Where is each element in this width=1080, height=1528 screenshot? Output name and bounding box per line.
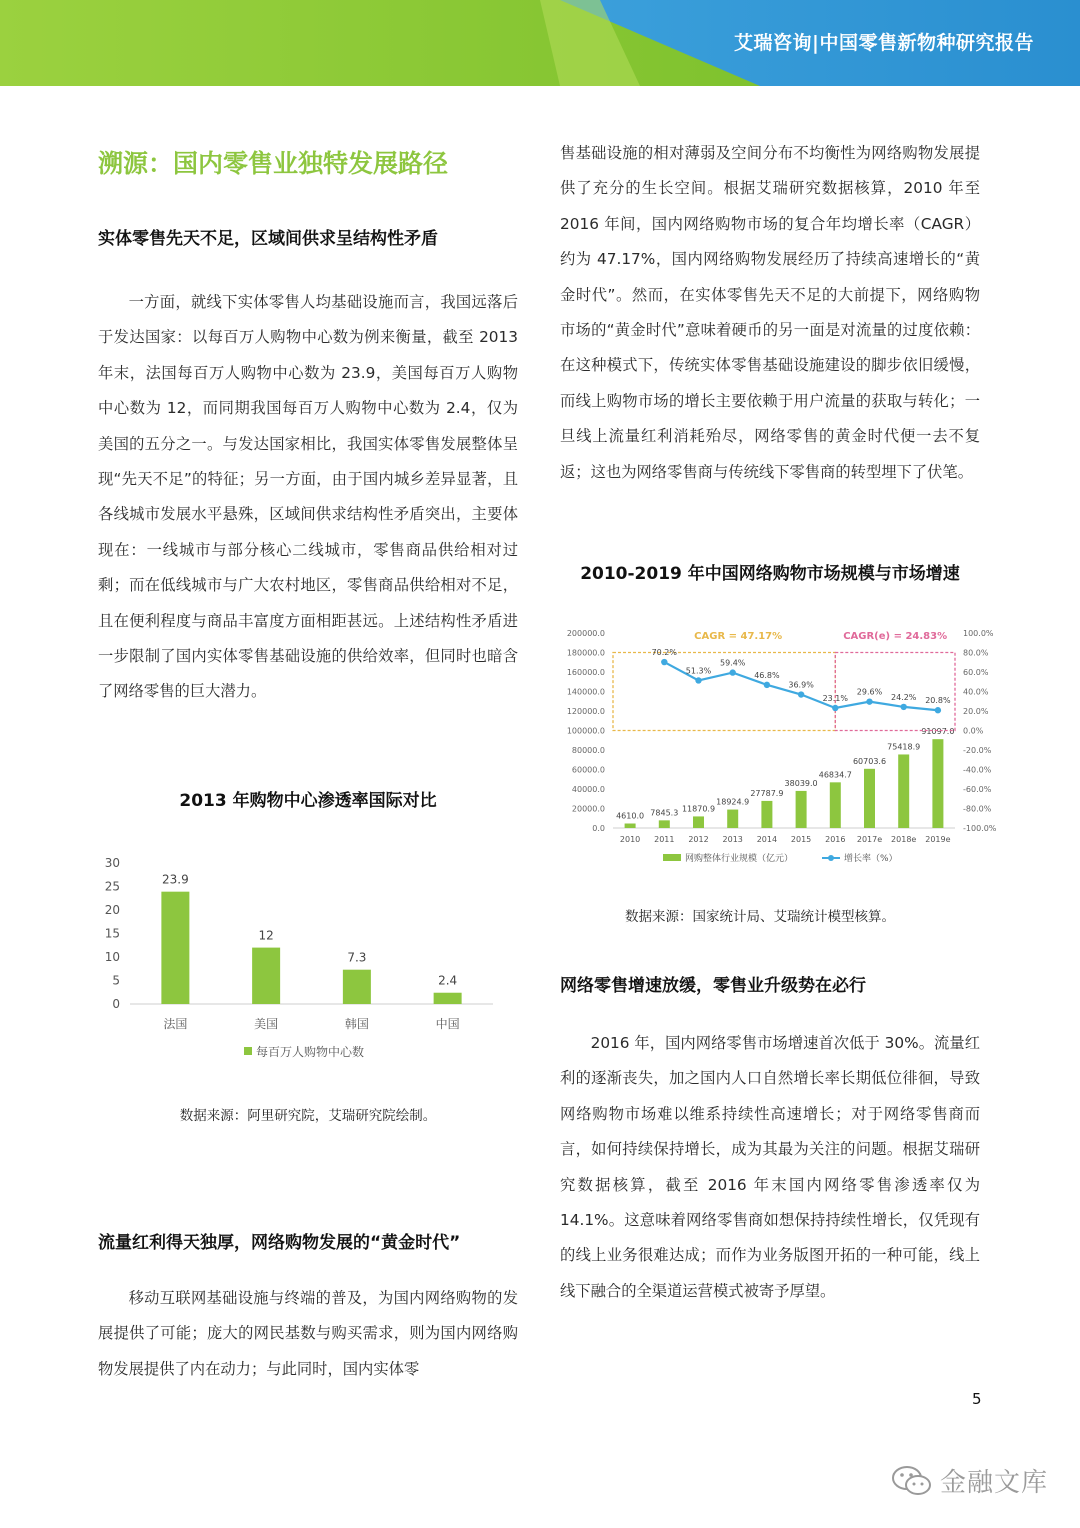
chart2-bar-1 <box>659 820 670 828</box>
chart2-growth-label-3: 46.8% <box>754 670 780 680</box>
chart2-growth-label-5: 23.1% <box>822 693 849 703</box>
chart2-yleft-tick-5: 100000.0 <box>566 726 605 736</box>
header-title: 艾瑞咨询|中国零售新物种研究报告 <box>734 32 1034 54</box>
chart2-xtick-7: 2017e <box>856 835 883 844</box>
chart2-yright-tick-9: 80.0% <box>963 648 989 658</box>
chart2-xtick-2: 2012 <box>688 835 709 844</box>
chart2-bar-label-8: 75418.9 <box>887 742 921 752</box>
chart2-growth-point-4 <box>798 691 804 697</box>
chart2-bar-label-0: 4610.0 <box>616 811 645 821</box>
chart1-ytick-5: 25 <box>104 879 120 894</box>
chart2-xtick-8: 2018e <box>891 835 917 844</box>
chart2-bar-label-4: 27787.9 <box>750 788 784 798</box>
chart2-svg <box>560 620 1000 870</box>
chart2-xtick-4: 2014 <box>756 835 778 844</box>
chart1-legend-swatch <box>244 1047 252 1055</box>
chart2-xtick-0: 2010 <box>619 835 641 844</box>
chart2-bar-9 <box>932 739 943 828</box>
chart1-ytick-3: 15 <box>104 926 120 941</box>
page-number: 5 <box>972 1390 982 1408</box>
chart2-yright-tick-4: -20.0% <box>963 746 992 755</box>
chart1-svg <box>98 848 518 1068</box>
subtitle-growth-slowdown: 网络零售增速放缓，零售业升级势在必行 <box>560 976 866 996</box>
chart2-yleft-tick-3: 60000.0 <box>571 765 605 775</box>
chart1-ytick-2: 10 <box>104 950 120 964</box>
block3 <box>560 971 980 1309</box>
chart1-bar-1 <box>252 948 280 1004</box>
chart1-source-wrap <box>98 1104 518 1124</box>
chart2-bar-4 <box>761 801 772 828</box>
chart1-title-wrap <box>98 786 518 811</box>
chart2-yright-tick-2: -60.0% <box>963 785 992 794</box>
chart1-ytick-6: 30 <box>104 856 120 870</box>
chart2-title: 2010-2019 年中国网络购物市场规模与市场增速 <box>580 564 960 584</box>
chart2-legend-swatch-bar <box>663 854 681 861</box>
chart2-growth-label-7: 24.2% <box>890 692 917 702</box>
chart2-bar-label-7: 60703.6 <box>852 756 887 766</box>
chart2-growth-point-7 <box>901 704 907 710</box>
chart1-ytick-0: 0 <box>112 997 120 1011</box>
chart2-growth-point-8 <box>935 707 941 713</box>
chart2-legend-label-bar: 网购整体行业规模（亿元） <box>685 854 794 864</box>
chart2-yright-tick-7: 40.0% <box>963 687 989 697</box>
paragraph-traffic-left: 移动互联网基础设施与终端的普及，为国内网络购物的发展提供了可能；庞大的网民基数与购买需求，则为国内网络购物发展提供了内在动力；与此同时，国内实体零 <box>98 1289 518 1378</box>
chart2-growth-point-1 <box>695 677 701 683</box>
chart2-bar-label-9: 91097.0 <box>921 727 955 737</box>
chart2-growth-label-2: 59.4% <box>719 658 746 668</box>
paragraph-physical-retail: 一方面，就线下实体零售人均基础设施而言，我国远落后于发达国家：以每百万人购物中心数为例来衡量，截至 2013 年末，法国每百万人购物中心数为 23.9，美国每百万人购物中心数为 12，而同期我国每百万人购物中心数为 2.4，仅为美国的五分之一。与发达国家相比，我国实体零售发展整体呈现“先天不足”的特征；另一方面，由于国内城乡差异显著，且各线城市发展水平悬殊，区域间供求结构性矛盾突出，主要体现在：一线城市与部分核心二线城市，零售商品供给相对过剩；而在低线城市与广大农村地区，零售商品供给相对不足，且在便利程度与商品丰富度方面相距甚远。上述结构性矛盾进一步限制了国内实体零售基础设施的供给效率，但同时也暗含了网络零售的巨大潜力。 <box>98 293 518 701</box>
chart1-bar-0 <box>161 892 189 1004</box>
chart2-xtick-6: 2016 <box>825 835 846 844</box>
chart2-xtick-1: 2011 <box>654 835 675 844</box>
wechat-icon <box>890 1464 934 1498</box>
chart2-cagr-label-2: CAGR(e) = 24.83% <box>843 631 948 642</box>
watermark <box>890 1462 1048 1499</box>
chart1-data-label-3: 2.4 <box>438 973 458 988</box>
chart1-ytick-1: 5 <box>112 973 120 988</box>
subtitle-traffic-dividend: 流量红利得天独厚，网络购物发展的“黄金时代” <box>98 1233 461 1253</box>
chart1-data-label-0: 23.9 <box>162 872 189 887</box>
chart2-yleft-tick-6: 120000.0 <box>566 707 605 716</box>
chart1-xtick-2: 韩国 <box>344 1017 369 1031</box>
chart2-yright-tick-0: -100.0% <box>963 824 997 833</box>
chart1-xtick-3: 中国 <box>435 1017 460 1031</box>
chart2-yleft-tick-2: 40000.0 <box>571 785 605 794</box>
chart2-source: 数据来源：国家统计局、艾瑞统计模型核算。 <box>625 909 895 925</box>
chart2-bar-0 <box>625 824 636 828</box>
chart2-xtick-3: 2013 <box>722 835 743 844</box>
chart2-yleft-tick-8: 160000.0 <box>566 668 605 677</box>
chart1-source: 数据来源：阿里研究院，艾瑞研究院绘制。 <box>179 1108 437 1124</box>
chart2-yleft-tick-4: 80000.0 <box>571 746 605 755</box>
chart2-growth-point-2 <box>730 669 736 675</box>
chart2-yleft-tick-9: 180000.0 <box>566 648 605 658</box>
chart2-yleft-tick-10: 200000.0 <box>566 629 605 638</box>
chart2-title-wrap <box>560 559 980 584</box>
chart2-growth-label-8: 20.8% <box>925 696 951 706</box>
chart1-legend-label: 每百万人购物中心数 <box>256 1045 365 1059</box>
chart1-bar-3 <box>434 993 462 1004</box>
chart2-xtick-9: 2019e <box>925 835 951 844</box>
chart2-bar-7 <box>864 769 875 828</box>
chart2-yright-tick-6: 20.0% <box>963 707 989 716</box>
chart2-growth-label-1: 51.3% <box>685 666 712 676</box>
chart2-yleft-tick-0: 0.0 <box>592 824 605 833</box>
chart2-legend-swatch-dot <box>828 855 834 861</box>
chart1-bar-2 <box>343 970 371 1004</box>
chart1-ytick-4: 20 <box>104 903 120 917</box>
chart2-bar-3 <box>727 810 738 828</box>
chart1-xtick-1: 美国 <box>254 1017 279 1031</box>
chart2-bar-label-5: 38039.0 <box>784 778 818 788</box>
chart2-bar-6 <box>830 782 841 828</box>
chart2-yleft-tick-7: 140000.0 <box>566 687 605 697</box>
chart2-growth-label-4: 36.9% <box>788 680 814 690</box>
chart2-yright-tick-8: 60.0% <box>963 668 989 677</box>
chart2-bar-label-2: 11870.9 <box>681 804 716 814</box>
chart2-bar-label-1: 7845.3 <box>650 808 679 818</box>
chart2-legend-label-line: 增长率（%） <box>844 854 898 864</box>
chart2-yright-tick-5: 0.0% <box>963 726 984 736</box>
chart2-growth-label-0: 70.2% <box>651 648 678 658</box>
chart2-bar-label-6: 46834.7 <box>818 770 852 780</box>
chart2-source-wrap <box>560 905 960 925</box>
left-column <box>98 140 518 710</box>
watermark-text: 金融文库 <box>940 1468 1049 1498</box>
section-title: 溯源：国内零售业独特发展路径 <box>98 149 449 178</box>
chart2-growth-point-5 <box>832 705 838 711</box>
chart2-cagr-label-1: CAGR = 47.17% <box>694 631 783 642</box>
subtitle-physical-retail: 实体零售先天不足，区域间供求呈结构性矛盾 <box>98 229 438 249</box>
chart2-yright-tick-3: -40.0% <box>963 765 992 775</box>
chart1-data-label-2: 7.3 <box>347 950 367 965</box>
chart1-title: 2013 年购物中心渗透率国际对比 <box>179 791 437 811</box>
chart2-yright-tick-1: -80.0% <box>963 804 992 814</box>
chart2-growth-label-6: 29.6% <box>856 687 883 697</box>
chart2-bar-5 <box>796 791 807 828</box>
chart2-xtick-5: 2015 <box>790 835 812 844</box>
chart2-bar-2 <box>693 816 704 828</box>
right-column <box>560 136 980 490</box>
chart2-yleft-tick-1: 20000.0 <box>571 804 605 814</box>
chart2-bar-8 <box>898 754 909 828</box>
chart1-data-label-1: 12 <box>258 928 274 943</box>
chart2-bar-label-3: 18924.9 <box>716 797 750 807</box>
chart2-cagr-box-2 <box>835 653 955 731</box>
block2-left <box>98 1228 518 1387</box>
chart2-growth-point-0 <box>661 659 667 665</box>
chart2-growth-point-6 <box>866 698 872 704</box>
chart2-yright-tick-10: 100.0% <box>963 629 994 638</box>
chart1-xtick-0: 法国 <box>163 1017 188 1031</box>
chart2-growth-point-3 <box>764 682 770 688</box>
paragraph-traffic-right: 售基础设施的相对薄弱及空间分布不均衡性为网络购物发展提供了充分的生长空间。根据艾瑞研究数据核算，2010 年至 2016 年间，国内网络购物市场的复合年均增长率（CAGR）约为 47.17%，国内网络购物发展经历了持续高速增长的“黄金时代”。然而，在实体零售先天不足的大前提下，网络购物市场的“黄金时代”意味着硬币的另一面是对流量的过度依赖：在这种模式下，传统实体零售基础设施建设的脚步依旧缓慢，而线上购物市场的增长主要依赖于用户流量的获取与转化；一旦线上流量红利消耗殆尽，网络零售的黄金时代便一去不复返；这也为网络零售商与传统线下零售商的转型埋下了伏笔。 <box>560 144 980 481</box>
paragraph-growth-slowdown: 2016 年，国内网络零售市场增速首次低于 30%。流量红利的逐渐丧失，加之国内人口自然增长率长期低位徘徊，导致网络购物市场难以维系持续性高速增长；对于网络零售商而言，如何持续保持增长，成为其最为关注的问题。根据艾瑞研究数据核算，截至 2016 年末国内网络零售渗透率仅为 14.1%。这意味着网络零售商如想保持持续性增长，仅凭现有的线上业务很难达成；而作为业务版图开拓的一种可能，线上线下融合的全渠道运营模式被寄予厚望。 <box>560 1034 980 1300</box>
